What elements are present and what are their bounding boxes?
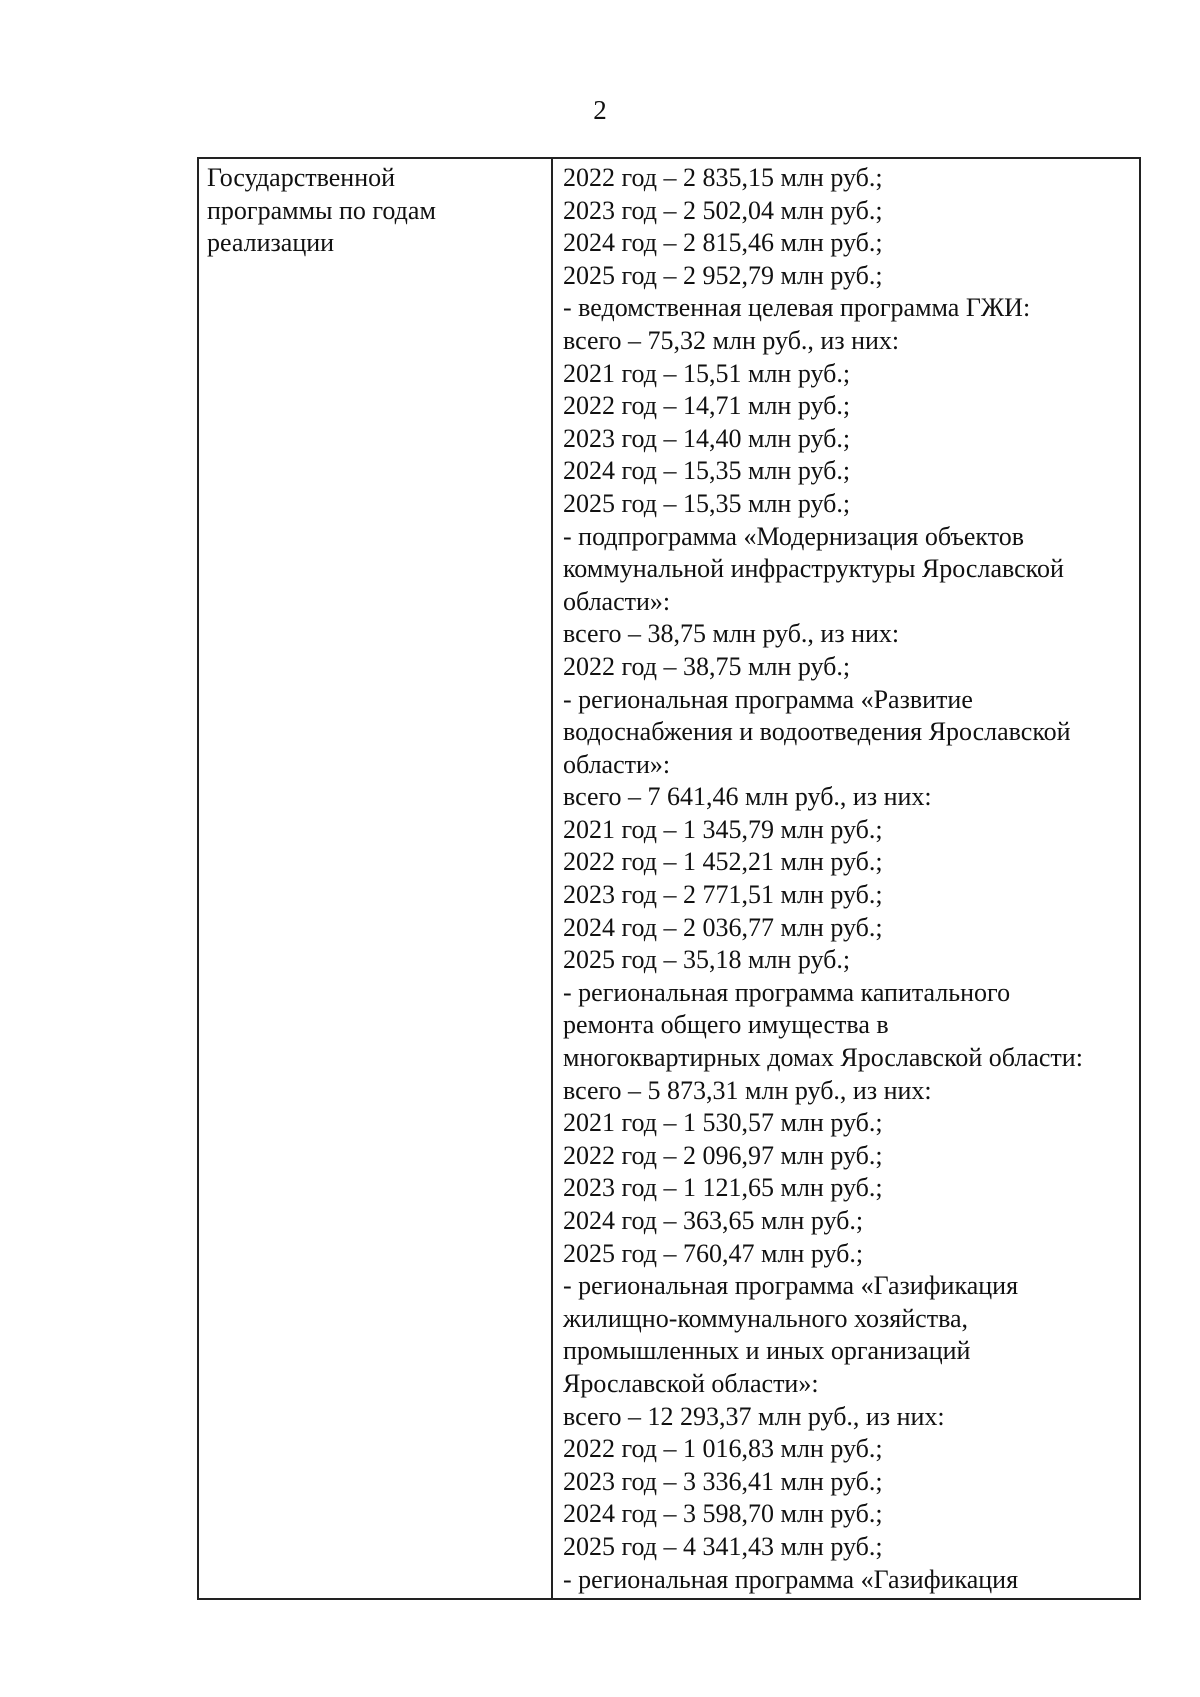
table-text-line: 2023 год – 2 771,51 млн руб.; <box>563 880 883 910</box>
table-left-cell <box>207 162 543 260</box>
table-text-line: 2025 год – 760,47 млн руб.; <box>563 1238 864 1268</box>
table-text-line: 2024 год – 15,35 млн руб.; <box>563 456 851 486</box>
table-text-line: 2021 год – 15,51 млн руб.; <box>563 358 851 388</box>
table-text-line: 2023 год – 2 502,04 млн руб.; <box>563 195 883 225</box>
table-text-line: 2023 год – 1 121,65 млн руб.; <box>563 1173 883 1203</box>
table-text-line: 2025 год – 15,35 млн руб.; <box>563 488 851 518</box>
table-text-line: области»: <box>563 586 671 616</box>
table-text-line: 2024 год – 2 815,46 млн руб.; <box>563 228 883 258</box>
table-text-line: области»: <box>563 749 671 779</box>
table-text-line: 2024 год – 3 598,70 млн руб.; <box>563 1499 883 1529</box>
table-text-line: - региональная программа капитального <box>563 977 1011 1007</box>
table-text-line: 2022 год – 14,71 млн руб.; <box>563 391 851 421</box>
table-text-line: 2025 год – 2 952,79 млн руб.; <box>563 260 883 290</box>
table-text-line: Ярославской области»: <box>563 1368 819 1398</box>
table-text-line: 2025 год – 4 341,43 млн руб.; <box>563 1531 883 1561</box>
table-text-line: жилищно-коммунального хозяйства, <box>563 1303 969 1333</box>
table-text-line: - региональная программа «Газификация <box>563 1271 1019 1301</box>
page-number: 2 <box>593 95 607 125</box>
table-text-line: - региональная программа «Развитие <box>563 684 973 714</box>
table-text-line: - подпрограмма «Модернизация объектов <box>563 521 1025 551</box>
table-text-line: промышленных и иных организаций <box>563 1336 971 1366</box>
column-divider <box>551 159 553 1598</box>
table-text-line: реализации <box>207 228 335 258</box>
table-text-line: 2025 год – 35,18 млн руб.; <box>563 945 851 975</box>
table-text-line: 2023 год – 3 336,41 млн руб.; <box>563 1466 883 1496</box>
table-text-line: - ведомственная целевая программа ГЖИ: <box>563 293 1031 323</box>
table-text-line: 2022 год – 2 096,97 млн руб.; <box>563 1140 883 1170</box>
table-text-line: 2022 год – 1 016,83 млн руб.; <box>563 1434 883 1464</box>
table-text-line: всего – 75,32 млн руб., из них: <box>563 325 900 355</box>
table-text-line: 2022 год – 1 452,21 млн руб.; <box>563 847 883 877</box>
table-text-line: 2024 год – 363,65 млн руб.; <box>563 1206 864 1235</box>
table-text-line: 2021 год – 1 345,79 млн руб.; <box>563 814 883 844</box>
table-text-line: всего – 5 873,31 млн руб., из них: <box>563 1075 932 1105</box>
table-text-line: коммунальной инфраструктуры Ярославской <box>563 554 1064 584</box>
table-text-line: 2021 год – 1 530,57 млн руб.; <box>563 1108 883 1138</box>
table-text-line: 2023 год – 14,40 млн руб.; <box>563 423 851 453</box>
table-text-line: всего – 12 293,37 млн руб., из них: <box>563 1401 945 1431</box>
table-text-line: - региональная программа «Газификация <box>563 1564 1019 1594</box>
table-text-line: многоквартирных домах Ярославской области: <box>563 1043 1083 1073</box>
table-right-cell <box>563 162 1135 1596</box>
table-text-line: 2024 год – 2 036,77 млн руб.; <box>563 912 883 942</box>
table-text-line: Государственной <box>207 163 396 192</box>
table-text-line: программы по годам <box>207 195 436 225</box>
table-text-line: 2022 год – 2 835,15 млн руб.; <box>563 163 883 192</box>
table-text-line: водоснабжения и водоотведения Ярославской <box>563 717 1071 747</box>
table-text-line: 2022 год – 38,75 млн руб.; <box>563 651 851 681</box>
table-text-line: всего – 38,75 млн руб., из них: <box>563 619 900 649</box>
table-text-line: ремонта общего имущества в <box>563 1010 889 1040</box>
funding-table <box>197 157 1141 1600</box>
table-text-line: всего – 7 641,46 млн руб., из них: <box>563 782 932 812</box>
